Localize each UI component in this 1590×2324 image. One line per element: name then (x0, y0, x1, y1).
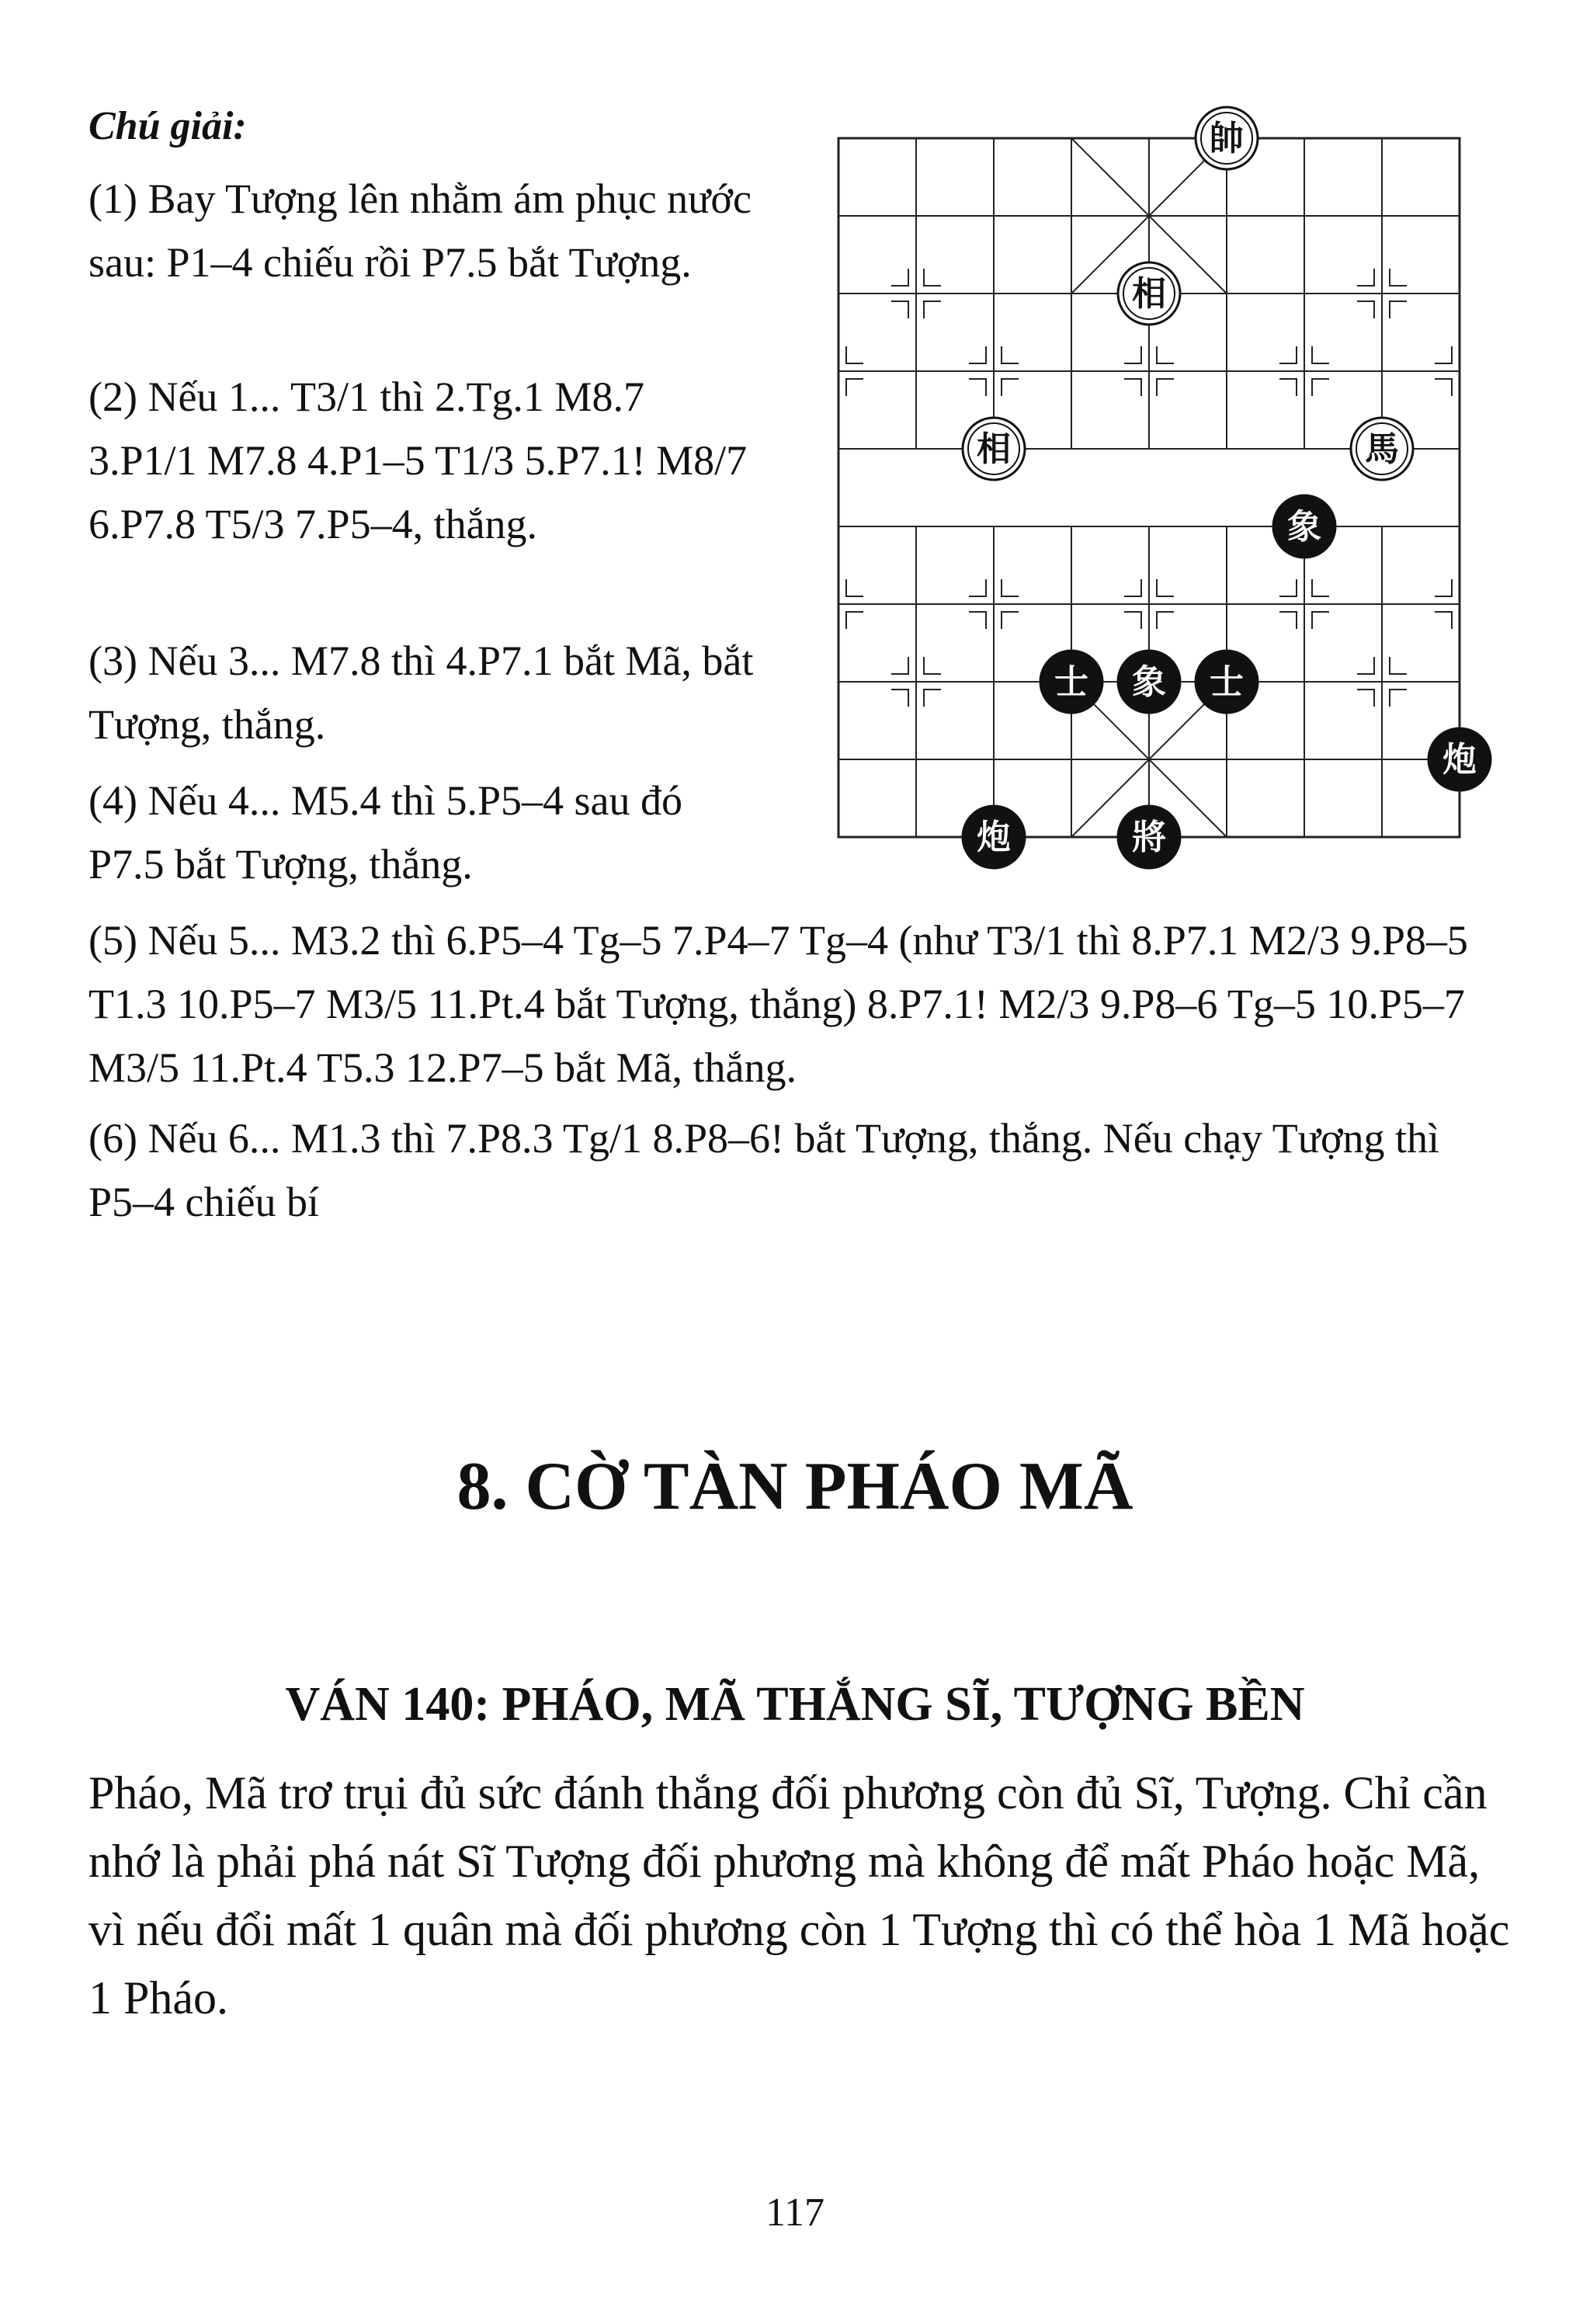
position-marker (1435, 579, 1452, 596)
piece-label: 炮 (977, 818, 1011, 857)
position-marker (1357, 690, 1374, 707)
position-marker (846, 346, 863, 363)
note-3: (3) Nếu 3... M7.8 thì 4.P7.1 bắt Mã, bắt Tượng, thắng. (89, 637, 754, 748)
position-marker (1312, 379, 1329, 396)
position-marker (1002, 346, 1019, 363)
position-marker (1312, 612, 1329, 629)
piece-label: 士 (1054, 662, 1088, 702)
position-marker (1390, 657, 1407, 674)
position-marker (1124, 612, 1141, 629)
note-2: (2) Nếu 1... T3/1 thì 2.Tg.1 M8.7 3.P1/1 M7.8 4.P1–5 T1/3 5.P7.1! M8/7 6.P7.8 T5/3 7.P5–4, thắng. (89, 373, 748, 547)
page-number: 117 (765, 2190, 825, 2235)
note-4: (4) Nếu 4... M5.4 thì 5.P5–4 sau đó P7.5 bắt Tượng, thắng. (89, 777, 682, 888)
position-marker (891, 690, 908, 707)
position-marker (969, 612, 986, 629)
piece-label: 象 (1287, 507, 1321, 547)
position-marker (1124, 579, 1141, 596)
position-marker (1357, 301, 1374, 318)
position-marker (846, 612, 863, 629)
position-marker (1390, 301, 1407, 318)
position-marker (969, 346, 986, 363)
position-marker (1357, 269, 1374, 286)
position-marker (969, 379, 986, 396)
position-marker (891, 301, 908, 318)
position-marker (924, 269, 941, 286)
position-marker (969, 579, 986, 596)
position-marker (1279, 346, 1297, 363)
piece-label: 士 (1210, 662, 1244, 702)
piece-label: 馬 (1365, 429, 1399, 469)
position-marker (891, 269, 908, 286)
piece-label: 相 (1132, 274, 1166, 314)
position-marker (846, 579, 863, 596)
position-marker (1312, 579, 1329, 596)
position-marker (924, 657, 941, 674)
note-1: (1) Bay Tượng lên nhằm ám phục nước sau: P1–4 chiếu rồi P7.5 bắt Tượng. (89, 175, 752, 286)
position-marker (924, 690, 941, 707)
position-marker (1124, 379, 1141, 396)
position-marker (1435, 346, 1452, 363)
body-paragraph: Pháo, Mã trơ trụi đủ sức đánh thắng đối phương còn đủ Sĩ, Tượng. Chỉ cần nhớ là phải phá nát Sĩ Tượng đối phương mà không để mất Pháo hoặc Mã, vì nếu đổi mất 1 quân mà đối phương còn 1 Tượng thì có thể hòa 1 Mã hoặc 1 Pháo. (89, 1767, 1510, 2024)
piece-label: 炮 (1442, 740, 1477, 780)
position-marker (1390, 690, 1407, 707)
position-marker (1002, 579, 1019, 596)
position-marker (1279, 579, 1297, 596)
piece-label: 帥 (1210, 119, 1244, 158)
position-marker (1157, 612, 1174, 629)
position-marker (1357, 657, 1374, 674)
position-marker (1002, 612, 1019, 629)
piece-label: 象 (1132, 662, 1166, 702)
position-marker (1124, 346, 1141, 363)
position-marker (846, 379, 863, 396)
position-marker (1157, 379, 1174, 396)
position-marker (1157, 579, 1174, 596)
chapter-title: 8. CỜ TÀN PHÁO MÃ (457, 1449, 1133, 1524)
position-marker (1390, 269, 1407, 286)
position-marker (1002, 379, 1019, 396)
piece-label: 將 (1132, 818, 1166, 857)
piece-label: 相 (977, 429, 1011, 469)
position-marker (1279, 612, 1297, 629)
position-marker (1435, 612, 1452, 629)
position-marker (891, 657, 908, 674)
position-marker (1157, 346, 1174, 363)
position-marker (1312, 346, 1329, 363)
notes-heading: Chú giải: (89, 104, 247, 148)
game-title: VÁN 140: PHÁO, MÃ THẮNG SĨ, TƯỢNG BỀN (285, 1678, 1305, 1731)
note-6: (6) Nếu 6... M1.3 thì 7.P8.3 Tg/1 8.P8–6! bắt Tượng, thắng. Nếu chạy Tượng thì P5–4 chiếu bí (89, 1115, 1440, 1225)
position-marker (1279, 379, 1297, 396)
position-marker (1435, 379, 1452, 396)
position-marker (924, 301, 941, 318)
xiangqi-board (823, 93, 1477, 857)
note-5: (5) Nếu 5... M3.2 thì 6.P5–4 Tg–5 7.P4–7 Tg–4 (như T3/1 thì 8.P7.1 M2/3 9.P8–5 T1.3 10.P5–7 M3/5 11.Pt.4 bắt Tượng, thắng) 8.P7.1! M2/3 9.P8–6 Tg–5 10.P5–7 M3/5 11.Pt.4 T5.3 12.P7–5 bắt Mã, thắng. (89, 917, 1468, 1091)
